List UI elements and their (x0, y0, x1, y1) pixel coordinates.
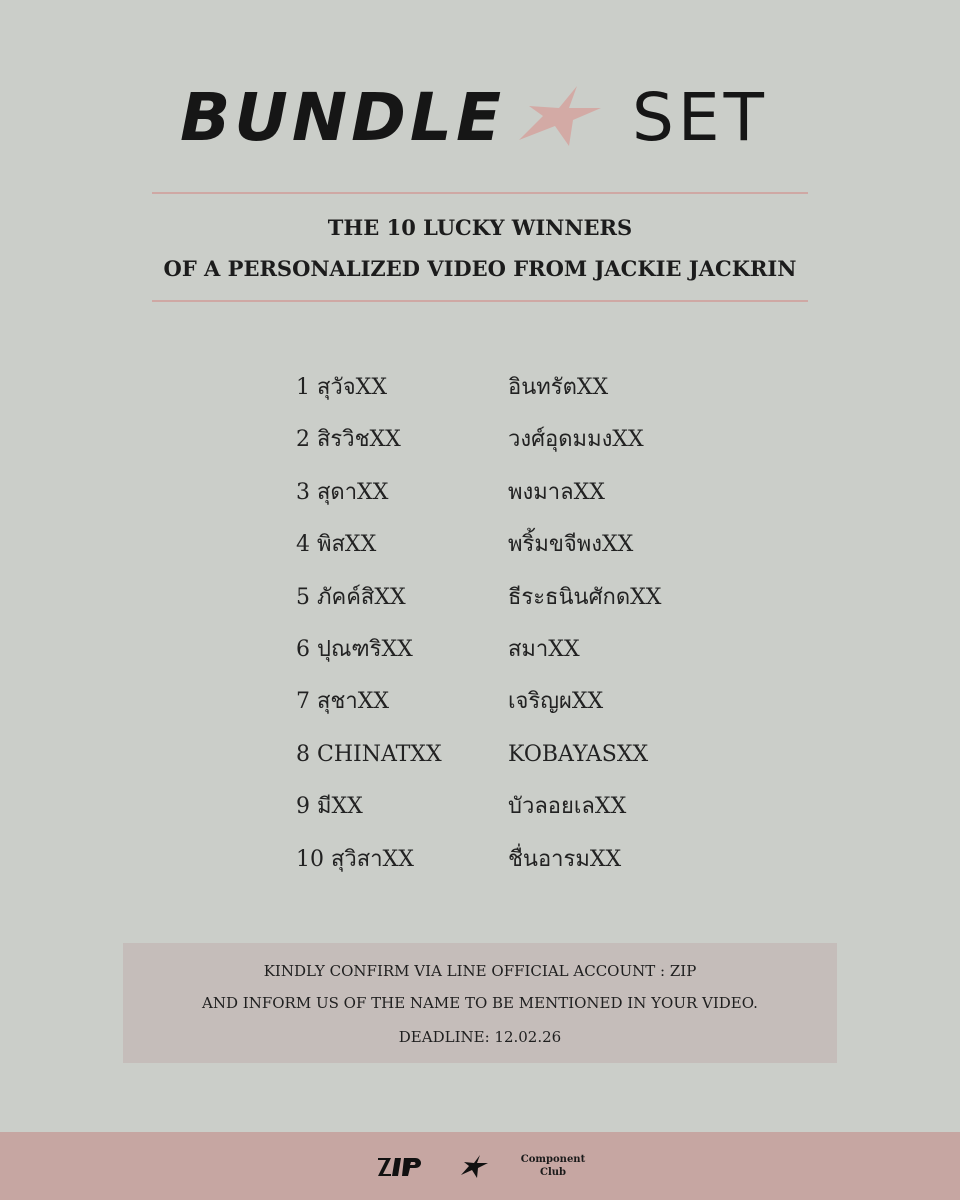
title-set: SET (632, 79, 768, 156)
subtitle-line-2: OF A PERSONALIZED VIDEO FROM JACKIE JACKRIN (163, 256, 797, 281)
list-item (296, 414, 716, 466)
winner-last-name: พริ้มขจีพงXX (508, 532, 634, 558)
deadline-text: DEADLINE: 12.02.26 (398, 1028, 562, 1046)
subtitle-line-1: THE 10 LUCKY WINNERS (327, 215, 633, 240)
header (0, 72, 960, 162)
list-item (296, 781, 716, 833)
winner-first-name: 10 สุวิสาXX (296, 846, 414, 872)
winner-last-name: ชื่นอารมXX (508, 846, 622, 872)
winner-last-name: อินทรัตXX (508, 375, 609, 400)
club-logo-line-1: Component (520, 1154, 586, 1165)
club-logo-line-2: Club (539, 1167, 567, 1178)
footer (0, 1132, 960, 1200)
component-club-logo (518, 1153, 588, 1179)
winner-first-name: 9 มีXX (296, 794, 363, 820)
winner-first-name: 1 สุวัจXX (296, 375, 387, 400)
winner-first-name: 4 พิสXX (296, 532, 377, 558)
notice-line-2: AND INFORM US OF THE NAME TO BE MENTIONED IN YOUR VIDEO. (202, 994, 758, 1012)
list-item (296, 362, 716, 414)
winners-list (296, 362, 716, 886)
winner-last-name: สมาXX (508, 636, 580, 662)
winner-first-name: 2 สิรวิชXX (296, 427, 401, 453)
winner-last-name: บัวลอยเลXX (508, 794, 627, 820)
title-bundle: BUNDLE (180, 79, 506, 156)
winner-last-name: KOBAYASXX (508, 741, 649, 767)
winner-first-name: 5 ภัคค์สิXX (296, 584, 406, 610)
winner-last-name: วงศ์อุดมมงXX (508, 427, 644, 453)
confirmation-notice (123, 943, 837, 1063)
list-item (296, 519, 716, 571)
list-item (296, 676, 716, 728)
winner-last-name: ธีระธนินศักดXX (508, 584, 662, 610)
list-item (296, 572, 716, 624)
divider-bottom (152, 300, 808, 302)
divider-top (152, 192, 808, 194)
winner-first-name: 8 CHINATXX (296, 741, 442, 767)
zip-logo-icon (377, 1154, 427, 1178)
star-icon (460, 1154, 488, 1178)
winner-last-name: เจริญผXX (508, 689, 604, 715)
notice-line-1: KINDLY CONFIRM VIA LINE OFFICIAL ACCOUNT : ZIP (263, 962, 697, 980)
winner-last-name: พงมาลXX (508, 479, 605, 505)
list-item (296, 467, 716, 519)
winner-first-name: 6 ปุณฑริXX (296, 636, 413, 662)
list-item (296, 729, 716, 781)
list-item (296, 834, 716, 886)
star-icon (515, 84, 601, 146)
list-item (296, 624, 716, 676)
winner-first-name: 3 สุดาXX (296, 479, 389, 505)
winner-first-name: 7 สุชาXX (296, 689, 390, 715)
